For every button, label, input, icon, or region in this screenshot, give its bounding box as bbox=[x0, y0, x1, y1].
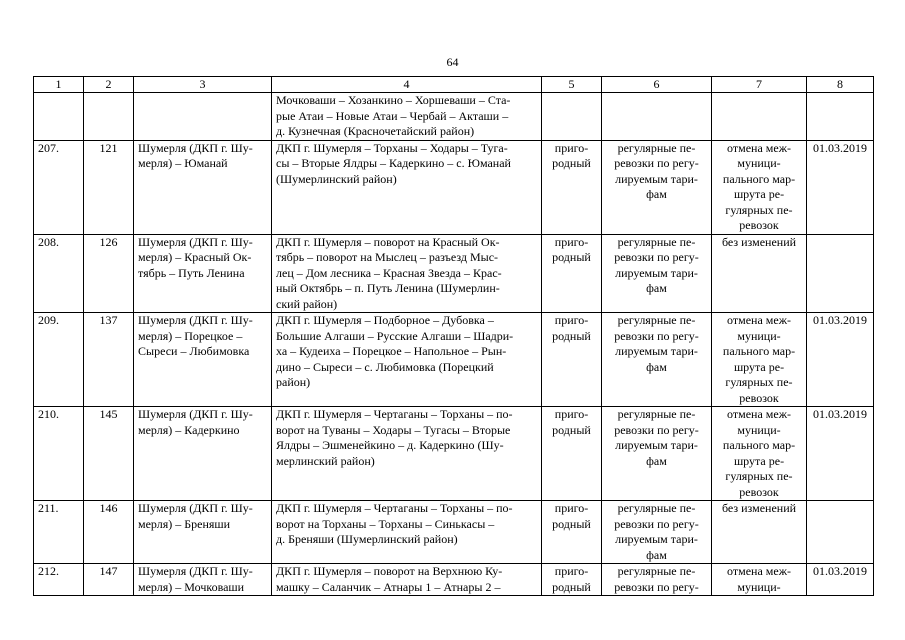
table-row bbox=[34, 407, 874, 501]
column-header: 3 bbox=[134, 77, 272, 93]
column-number-header-row bbox=[34, 77, 874, 93]
route-type-cell: приго- родный bbox=[542, 313, 602, 407]
table-body bbox=[34, 77, 874, 596]
row-number-cell: 212. bbox=[34, 564, 84, 596]
route-code-cell: 146 bbox=[84, 501, 134, 564]
route-type-cell: приго- родный bbox=[542, 140, 602, 234]
route-name-cell: Шумерля (ДКП г. Шу- мерля) – Бреняши bbox=[134, 501, 272, 564]
route-name-cell: Шумерля (ДКП г. Шу- мерля) – Мочковаши bbox=[134, 564, 272, 596]
row-number-cell: 211. bbox=[34, 501, 84, 564]
column-header: 7 bbox=[712, 77, 807, 93]
route-code-cell: 126 bbox=[84, 234, 134, 313]
change-status-cell: без изменений bbox=[712, 234, 807, 313]
change-status-cell: отмена меж- муници- пального мар- шрута ре- гулярных пе- ревозок bbox=[712, 313, 807, 407]
route-type-cell: приго- родный bbox=[542, 234, 602, 313]
column-header: 8 bbox=[807, 77, 874, 93]
route-description-cell: ДКП г. Шумерля – Подборное – Дубовка – Большие Алгаши – Русские Алгаши – Шадри- ха – Кудеиха – Порецкое – Напольное – Рын- дино – Сыреси – с. Любимовка (Порецкий район) bbox=[272, 313, 542, 407]
effective-date-cell: 01.03.2019 bbox=[807, 407, 874, 501]
empty-cell bbox=[542, 93, 602, 141]
route-name-cell: Шумерля (ДКП г. Шу- мерля) – Юманай bbox=[134, 140, 272, 234]
column-header: 1 bbox=[34, 77, 84, 93]
row-number-cell: 210. bbox=[34, 407, 84, 501]
route-name-cell: Шумерля (ДКП г. Шу- мерля) – Кадеркино bbox=[134, 407, 272, 501]
table-row bbox=[34, 564, 874, 596]
effective-date-cell: 01.03.2019 bbox=[807, 140, 874, 234]
route-code-cell: 147 bbox=[84, 564, 134, 596]
route-name-cell: Шумерля (ДКП г. Шу- мерля) – Красный Ок- тябрь – Путь Ленина bbox=[134, 234, 272, 313]
route-type-cell: приго- родный bbox=[542, 564, 602, 596]
row-number-cell: 208. bbox=[34, 234, 84, 313]
table-row bbox=[34, 501, 874, 564]
route-description-cell: ДКП г. Шумерля – Чертаганы – Торханы – по- ворот на Туваны – Ходары – Тугасы – Вторые Ялдры – Эшменейкино – д. Кадеркино (Шу- мерлинский район) bbox=[272, 407, 542, 501]
table-row bbox=[34, 140, 874, 234]
transport-kind-cell: регулярные пе- ревозки по регу- bbox=[602, 564, 712, 596]
empty-cell bbox=[34, 93, 84, 141]
route-name-cell: Шумерля (ДКП г. Шу- мерля) – Порецкое – Сыреси – Любимовка bbox=[134, 313, 272, 407]
effective-date-cell: 01.03.2019 bbox=[807, 313, 874, 407]
route-type-cell: приго- родный bbox=[542, 407, 602, 501]
empty-cell bbox=[602, 93, 712, 141]
empty-cell bbox=[712, 93, 807, 141]
column-header: 4 bbox=[272, 77, 542, 93]
column-header: 5 bbox=[542, 77, 602, 93]
table-row bbox=[34, 313, 874, 407]
empty-cell bbox=[84, 93, 134, 141]
row-number-cell: 207. bbox=[34, 140, 84, 234]
route-description-cell: ДКП г. Шумерля – Чертаганы – Торханы – по- ворот на Торханы – Торханы – Синькасы – д. Бреняши (Шумерлинский район) bbox=[272, 501, 542, 564]
table-row bbox=[34, 234, 874, 313]
route-description-cell: Мочковаши – Хозанкино – Хоршеваши – Ста- рые Атаи – Новые Атаи – Чербай – Акташи – д. Кузнечная (Красночетайский район) bbox=[272, 93, 542, 141]
change-status-cell: отмена меж- муници- bbox=[712, 564, 807, 596]
route-registry-table bbox=[33, 76, 874, 596]
transport-kind-cell: регулярные пе- ревозки по регу- лируемым тари- фам bbox=[602, 501, 712, 564]
route-code-cell: 137 bbox=[84, 313, 134, 407]
page-number: 64 bbox=[446, 55, 459, 69]
column-header: 2 bbox=[84, 77, 134, 93]
change-status-cell: отмена меж- муници- пального мар- шрута ре- гулярных пе- ревозок bbox=[712, 407, 807, 501]
effective-date-cell: 01.03.2019 bbox=[807, 564, 874, 596]
empty-cell bbox=[807, 93, 874, 141]
transport-kind-cell: регулярные пе- ревозки по регу- лируемым тари- фам bbox=[602, 140, 712, 234]
effective-date-cell bbox=[807, 234, 874, 313]
row-number-cell: 209. bbox=[34, 313, 84, 407]
route-description-cell: ДКП г. Шумерля – поворот на Красный Ок- тябрь – поворот на Мыслец – разъезд Мыс- лец – Дом лесника – Красная Звезда – Крас- ный Октябрь – п. Путь Ленина (Шумерлин- ский район) bbox=[272, 234, 542, 313]
effective-date-cell bbox=[807, 501, 874, 564]
transport-kind-cell: регулярные пе- ревозки по регу- лируемым тари- фам bbox=[602, 234, 712, 313]
route-description-cell: ДКП г. Шумерля – Торханы – Ходары – Туга- сы – Вторые Ялдры – Кадеркино – с. Юманай (Шумерлинский район) bbox=[272, 140, 542, 234]
route-type-cell: приго- родный bbox=[542, 501, 602, 564]
route-code-cell: 121 bbox=[84, 140, 134, 234]
continuation-row bbox=[34, 93, 874, 141]
route-code-cell: 145 bbox=[84, 407, 134, 501]
change-status-cell: без изменений bbox=[712, 501, 807, 564]
transport-kind-cell: регулярные пе- ревозки по регу- лируемым тари- фам bbox=[602, 313, 712, 407]
route-description-cell: ДКП г. Шумерля – поворот на Верхнюю Ку- машку – Саланчик – Атнары 1 – Атнары 2 – bbox=[272, 564, 542, 596]
empty-cell bbox=[134, 93, 272, 141]
change-status-cell: отмена меж- муници- пального мар- шрута ре- гулярных пе- ревозок bbox=[712, 140, 807, 234]
transport-kind-cell: регулярные пе- ревозки по регу- лируемым тари- фам bbox=[602, 407, 712, 501]
column-header: 6 bbox=[602, 77, 712, 93]
